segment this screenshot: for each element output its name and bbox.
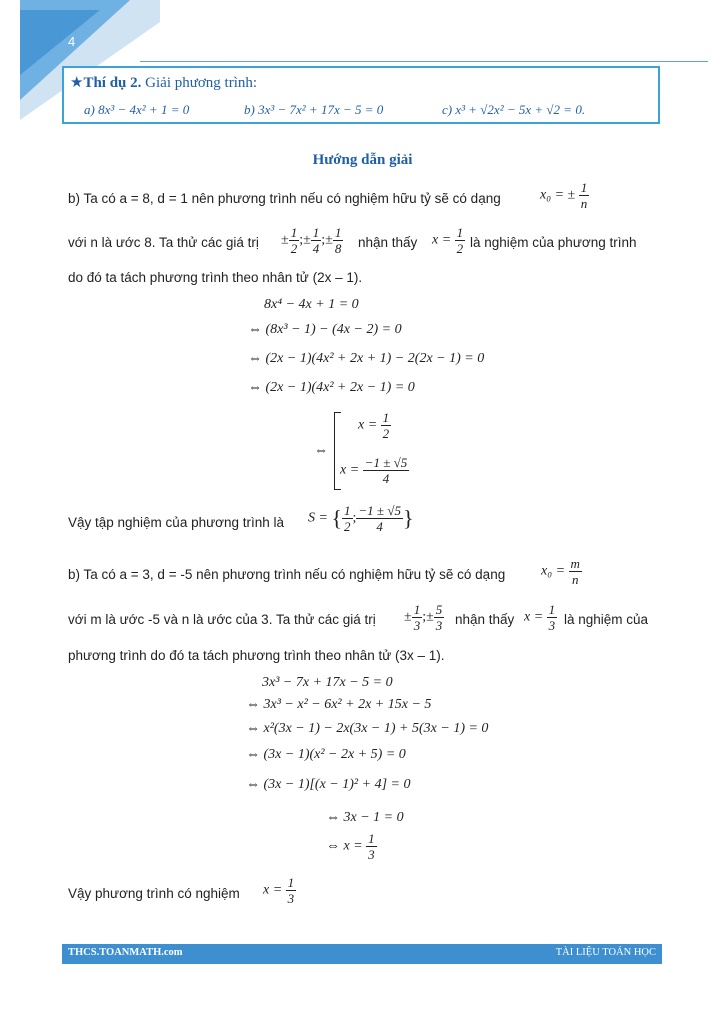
p1-sys2-den: 4 <box>382 471 390 486</box>
p1-sys1 <box>358 410 391 441</box>
p1-form-frac <box>579 180 590 211</box>
p2-form-den: n <box>571 572 579 587</box>
p2-val-den: 3 <box>435 618 443 633</box>
example-item-a: a) 8x³ − 4x² + 1 = 0 <box>84 102 190 117</box>
p1-set-num2: −1 ± √5 <box>358 503 401 518</box>
p2-eq3: ⇔ x²(3x − 1) − 2x(3x − 1) + 5(3x − 1) = 0 <box>246 721 489 736</box>
example-box <box>62 66 660 124</box>
p2-val-num: 5 <box>435 602 443 617</box>
p2-eq5: ⇔ (3x − 1)[(x − 1)² + 4] = 0 <box>246 777 411 792</box>
p1-val-sep: ;± <box>321 232 333 248</box>
p2-root-den: 3 <box>548 618 556 633</box>
p2-line3: phương trình do đó ta tách phương trình theo nhân tử (3x – 1). <box>68 648 445 663</box>
p1-set-brace-close: } <box>402 505 414 531</box>
p1-sys-arrow: ⇔ <box>314 443 328 458</box>
p2-eq7-lhs: ⇔ x = <box>326 838 363 854</box>
p1-val-num: 1 <box>334 225 342 240</box>
p1-set-brace-open: { <box>331 505 343 531</box>
p2-eq7-num: 1 <box>368 831 375 846</box>
p1-val-num: 1 <box>290 225 298 240</box>
p2-line2c: là nghiệm của <box>564 612 649 627</box>
p2-eq2: ⇔ 3x³ − x² − 6x² + 2x + 15x − 5 <box>246 697 432 712</box>
solution-heading: Hướng dẫn giải <box>312 152 413 168</box>
example-item-c: c) x³ + √2x² − 5x + √2 = 0. <box>442 102 586 117</box>
p2-form-num: m <box>570 556 580 571</box>
example-label: Thí dụ 2. <box>83 75 142 91</box>
p2-line1: b) Ta có a = 3, d = -5 nên phương trình nếu có nghiệm hữu tỷ sẽ có dạng <box>68 567 506 582</box>
p1-val-den: 2 <box>290 241 298 256</box>
page-footer <box>62 944 662 964</box>
p1-root-den: 2 <box>456 241 464 256</box>
p1-line1: b) Ta có a = 8, d = 1 nên phương trình nếu có nghiệm hữu tỷ sẽ có dạng <box>68 191 501 206</box>
p1-val-num: 1 <box>312 225 320 240</box>
p2-eq7 <box>326 831 377 862</box>
p1-eq1: 8x⁴ − 4x + 1 = 0 <box>264 297 359 312</box>
example-title <box>70 73 257 92</box>
p2-trial-values <box>404 602 444 633</box>
p1-val-sign: ± <box>281 232 289 248</box>
page-number: 4 <box>68 34 76 49</box>
p1-set-den1: 2 <box>344 519 351 534</box>
p1-line3: do đó ta tách phương trình theo nhân tử (2x – 1). <box>68 270 363 285</box>
p1-line2c: là nghiệm của phương trình <box>470 235 637 250</box>
p1-sys1-den: 2 <box>382 426 390 441</box>
footer-title: TÀI LIỆU TOÁN HỌC <box>555 947 656 958</box>
p1-eq3: ⇔ (2x − 1)(4x² + 2x + 1) − 2(2x − 1) = 0 <box>248 351 485 366</box>
p2-eq1: 3x³ − 7x + 17x − 5 = 0 <box>262 675 393 690</box>
p1-form <box>540 180 589 211</box>
p2-val-den: 3 <box>413 618 421 633</box>
p2-val-sign: ± <box>404 609 412 625</box>
p1-val-den: 4 <box>312 241 320 256</box>
p2-conclusion: Vậy phương trình có nghiệm <box>68 886 240 901</box>
p1-root-num: 1 <box>456 225 464 240</box>
p2-root-num: 1 <box>548 602 556 617</box>
example-instruction: Giải phương trình: <box>145 75 258 91</box>
p2-root-lhs: x = <box>524 609 544 625</box>
p1-line2b: nhận thấy <box>358 235 418 250</box>
p2-val-sep: ;± <box>422 609 434 625</box>
p1-form-den: n <box>580 196 588 211</box>
header-rule <box>140 61 708 62</box>
p2-ans-den: 3 <box>287 891 295 906</box>
p2-line2a: với m là ước -5 và n là ước của 3. Ta thử các giá trị <box>68 612 376 627</box>
p1-set-sep: ; <box>352 510 357 526</box>
p1-sys-bracket <box>334 412 335 490</box>
p1-sys1-num: 1 <box>382 410 390 425</box>
p2-ans-lhs: x = <box>263 882 283 898</box>
p1-form-lhs: x₀ = ± <box>540 187 576 203</box>
p1-eq4: ⇔ (2x − 1)(4x² + 2x − 1) = 0 <box>248 380 415 395</box>
p2-form-lhs: x₀ = <box>541 563 566 579</box>
p2-root <box>524 602 557 633</box>
p1-sys2-lhs: x = <box>340 462 360 478</box>
p1-val-den: 8 <box>334 241 342 256</box>
footer-site: THCS.TOANMATH.com <box>68 947 183 958</box>
p2-eq6: ⇔ 3x − 1 = 0 <box>326 810 404 825</box>
p1-form-num: 1 <box>580 180 588 195</box>
p1-conclusion: Vậy tập nghiệm của phương trình là <box>68 515 285 530</box>
p1-root <box>432 225 465 256</box>
p1-line2a: với n là ước 8. Ta thử các giá trị <box>68 235 259 250</box>
p1-trial-values <box>281 225 343 256</box>
p2-eq7-den: 3 <box>368 847 375 862</box>
p1-set-num1: 1 <box>344 503 351 518</box>
p1-solution-set <box>308 503 414 534</box>
p1-set-den2: 4 <box>376 519 383 534</box>
p1-set-lhs: S = <box>308 510 328 526</box>
p1-sys2-num: −1 ± √5 <box>364 455 408 470</box>
p1-root-lhs: x = <box>432 232 452 248</box>
p2-val-num: 1 <box>413 602 421 617</box>
p2-form <box>541 556 582 587</box>
p1-sys2 <box>340 455 409 486</box>
p2-answer <box>263 875 296 906</box>
example-item-b: b) 3x³ − 7x² + 17x − 5 = 0 <box>244 102 384 117</box>
p2-line2b: nhận thấy <box>455 612 515 627</box>
p2-eq4: ⇔ (3x − 1)(x² − 2x + 5) = 0 <box>246 747 406 762</box>
p1-eq2: ⇔ (8x³ − 1) − (4x − 2) = 0 <box>248 322 402 337</box>
star-icon: ★ <box>70 75 84 91</box>
p1-sys1-lhs: x = <box>358 417 378 433</box>
p2-ans-num: 1 <box>287 875 295 890</box>
p1-val-sep: ;± <box>299 232 311 248</box>
